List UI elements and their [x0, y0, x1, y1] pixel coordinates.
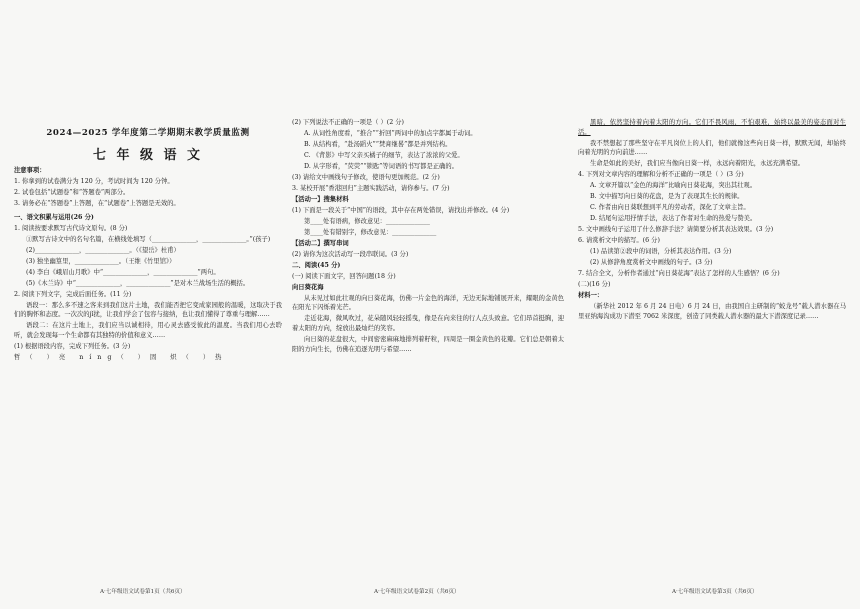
answer-line: 第____处有错别字，修改意见：______________ [304, 228, 437, 236]
question-text: (2)______________，______________。（《望岳》杜甫） [26, 246, 180, 254]
column-1 [14, 166, 282, 581]
paper-header [14, 126, 282, 169]
activity-heading: 【活动二】撰写串词 [292, 239, 349, 247]
activity-heading: 【活动一】搜集材料 [292, 195, 349, 203]
question-text: (1) 品读第②段中的词语，分析其表达作用。(3 分) [590, 248, 732, 256]
passage-text: 我不禁想起了那些坚守在平凡岗位上的人们，他们就像这些向日葵一样，默默无闻，却始终向着光明的方向前进…… [578, 139, 846, 157]
question-text: (2) 从修辞角度赏析文中画线的句子。(3 分) [590, 259, 713, 267]
passage-text: 语段一：那么多不速之客来到我们这片土地，我们能否把它变成家园般的温暖，这取决于我们的胸怀和态度。一次次的jǐ扰，让我们学会了包容与接纳，也让我们懂得了尊重与理解…… [14, 301, 282, 319]
note-1: 1. 你拿到的试卷满分为 120 分，考试时间为 120 分钟。 [14, 177, 174, 185]
page-footer: A·七年级语文试卷第3页（共6页） [672, 589, 758, 595]
question-text: (2) 下列说法不正确的一项是（ ）(2 分) [292, 119, 405, 126]
section-heading: 一、语文积累与运用(26 分) [14, 213, 94, 221]
page-footer: A·七年级语文试卷第1页（共6页） [100, 589, 186, 595]
question-text: 1. 阅读按要求默写古代诗文原句。(8 分) [14, 224, 128, 232]
note-3: 3. 请务必在“答题卷”上答题，在“试题卷”上答题是无效的。 [14, 199, 180, 207]
section-heading: 二、阅读(45 分) [292, 261, 341, 269]
material-heading: 材料一： [578, 291, 604, 299]
question-text: (2) 请你为这次活动写一段串联词。(3 分) [292, 250, 409, 258]
passage-text: （新华社 2012 年 6 月 24 日电）6 月 24 日，由我国自主研制的“蛟龙号”载人潜水器在马里亚纳海沟成功下潜至 7062 米深度，创造了同类载人潜水器的最大下潜深度记录…… [578, 302, 846, 320]
note-2: 2. 试卷包括“试题卷”和“答题卷”两部分。 [14, 188, 130, 196]
question-text: (3) 独坐幽篁里，______________。（王维《竹里馆》） [26, 257, 176, 265]
option-text: B. 文中描写向日葵的花盘，是为了表现其生长的规律。 [590, 193, 744, 201]
question-text: (1) 下面是一段关于“中国”的语段，其中存在两处错误，请找出并修改。(4 分) [292, 206, 510, 214]
passage-text: 生命是如此的美好，我们应当像向日葵一样，永远向着阳光，永远充满希望。 [590, 160, 805, 168]
question-text: 5. 文中画线句子运用了什么修辞手法？请简要分析其表达效果。(3 分) [578, 226, 774, 234]
question-text: (4) 李白《峨眉山月歌》中“______________，______________”两句。 [26, 268, 220, 276]
question-text: 3. 某校开展“香港回归”主题实践活动，请你参与。(7 分) [292, 184, 450, 192]
question-text: ①默写古诗文中的名句名篇，在横线处填写（______________，______________。”(孩子) [26, 235, 271, 243]
subject-title: 七 年 级 语 文 [92, 148, 204, 163]
question-text: (1) 根据语段内容，完成下列任务。(3 分) [14, 342, 131, 350]
option-text: D. 结尾句运用抒情手法，表达了作者对生命的热爱与赞美。 [590, 215, 757, 223]
question-text: (3) 请给文中画线句子修改，使语句更加规范。(2 分) [292, 173, 440, 181]
notes-heading: 注意事项： [14, 167, 46, 174]
option-text: A. 文章开篇以“金色的海洋”比喻向日葵花海，突出其壮观。 [590, 182, 757, 190]
option-text: D. 从字形看，“荧荧”“锁匙”等词语的书写都是正确的。 [304, 162, 458, 170]
option-text: B. 从结构看，“赴汤蹈火”“焚膏继晷”都是并列结构。 [304, 140, 452, 148]
page-footer: A·七年级语文试卷第2页（共6页） [374, 589, 460, 595]
option-text: A. 从词性角度看，“推合”“折回”两词中的加点字都属于动词。 [304, 129, 477, 137]
option-text: C. 《背影》中写父亲买橘子的细节，表达了浓浓的父爱。 [304, 151, 464, 159]
question-text: 6. 请赏析文中的描写。(6 分) [578, 237, 660, 245]
pinyin-line: 哲（ ）亮 níng（ ）固 炽（ ）热 [14, 353, 228, 361]
question-text: (5)《木兰诗》中“______________，______________”是对木兰战场生活的概括。 [26, 279, 250, 287]
question-text: 4. 下列对文章内容的理解和分析不正确的一项是（ ）(3 分) [578, 171, 744, 179]
article-title: 向日葵花海 [292, 283, 324, 291]
passage-text: 黑暗，依然坚持着向着太阳的方向。它们不畏风雨，不怕艰难，始终以最美的姿态面对生活。 [578, 119, 846, 136]
subsection-heading: (二)(16 分) [578, 280, 611, 288]
column-2 [292, 118, 564, 581]
column-3 [578, 118, 846, 581]
question-text: 2. 阅读下列文字，完成后面任务。(11 分) [14, 290, 132, 298]
exam-title: 2024—2025 学年度第二学期期末教学质量监测 [46, 128, 250, 138]
passage-text: 从未见过如此壮观的向日葵花海，仿佛一片金色的海洋，无边无际地铺展开来，耀眼的金黄色在阳光下闪烁着光芒。 [292, 294, 564, 312]
answer-line: 第____处有语病，修改意见：______________ [304, 217, 430, 225]
option-text: C. 作者由向日葵联想到平凡的劳动者，深化了文章主旨。 [590, 204, 750, 212]
question-text: 7. 结合全文，分析作者通过“向日葵花海”表达了怎样的人生感悟？(6 分) [578, 270, 780, 277]
subsection-heading: (一) 阅读下面文字，回答问题(18 分) [292, 272, 396, 280]
passage-text: 走近花海，微风吹过，花朵随风轻轻摇曳，像是在向来往的行人点头致意。它们昂首挺胸，迎着太阳的方向，绽放出最灿烂的笑容。 [292, 315, 564, 332]
passage-text: 向日葵的花盘很大，中间密密麻麻地排列着籽粒，四周是一圈金黄色的花瓣。它们总是朝着太阳的方向生长，仿佛在追逐光明与希望…… [292, 335, 564, 353]
passage-text: 语段二：在这片土地上，我们应当以诚相待，用心灵去感受彼此的温度。当我们用心去聆听，就会发现每一个生命都有其独特的价值和意义…… [14, 322, 282, 339]
